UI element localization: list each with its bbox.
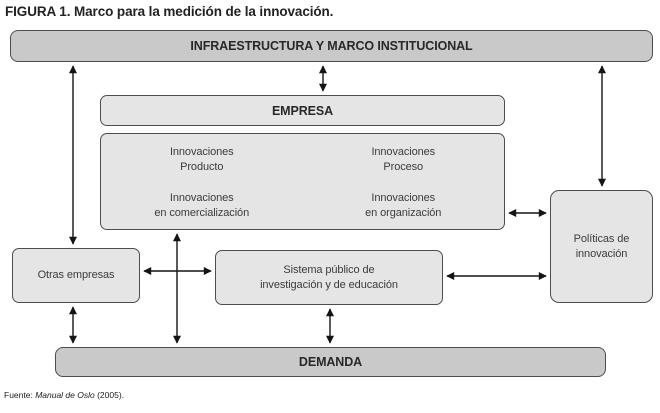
box-politicas-innovacion (550, 190, 653, 303)
label-innovaciones-comercializacion: Innovaciones en comercialización (154, 192, 250, 219)
innovaciones-column-right (303, 145, 505, 220)
box-infraestructura (10, 30, 653, 62)
box-innovaciones (100, 133, 505, 230)
box-demanda (55, 347, 606, 377)
source-suffix: (2005). (94, 390, 125, 400)
box-politicas-label: Políticas de innovación (573, 233, 630, 260)
source-title: Manual de Oslo (35, 390, 95, 400)
label-innovaciones-proceso: Innovaciones Proceso (371, 146, 436, 173)
source-prefix: Fuente: (4, 390, 36, 400)
box-sistema-label: Sistema público de investigación y de educación (260, 264, 398, 291)
box-otras-empresas (12, 248, 140, 303)
figure-title: FIGURA 1. Marco para la medición de la innovación. (5, 4, 334, 19)
box-empresa-label: EMPRESA (271, 103, 334, 118)
box-otras-empresas-label: Otras empresas (37, 269, 115, 282)
box-demanda-label: DEMANDA (298, 355, 363, 369)
figure-source-note (4, 390, 124, 400)
box-sistema-publico (215, 250, 443, 305)
box-empresa (100, 95, 505, 126)
label-innovaciones-producto: Innovaciones Producto (169, 146, 234, 173)
box-infraestructura-label: INFRAESTRUCTURA Y MARCO INSTITUCIONAL (190, 39, 473, 53)
label-innovaciones-organizacion: Innovaciones en organización (365, 192, 442, 219)
innovaciones-column-left (101, 145, 303, 220)
